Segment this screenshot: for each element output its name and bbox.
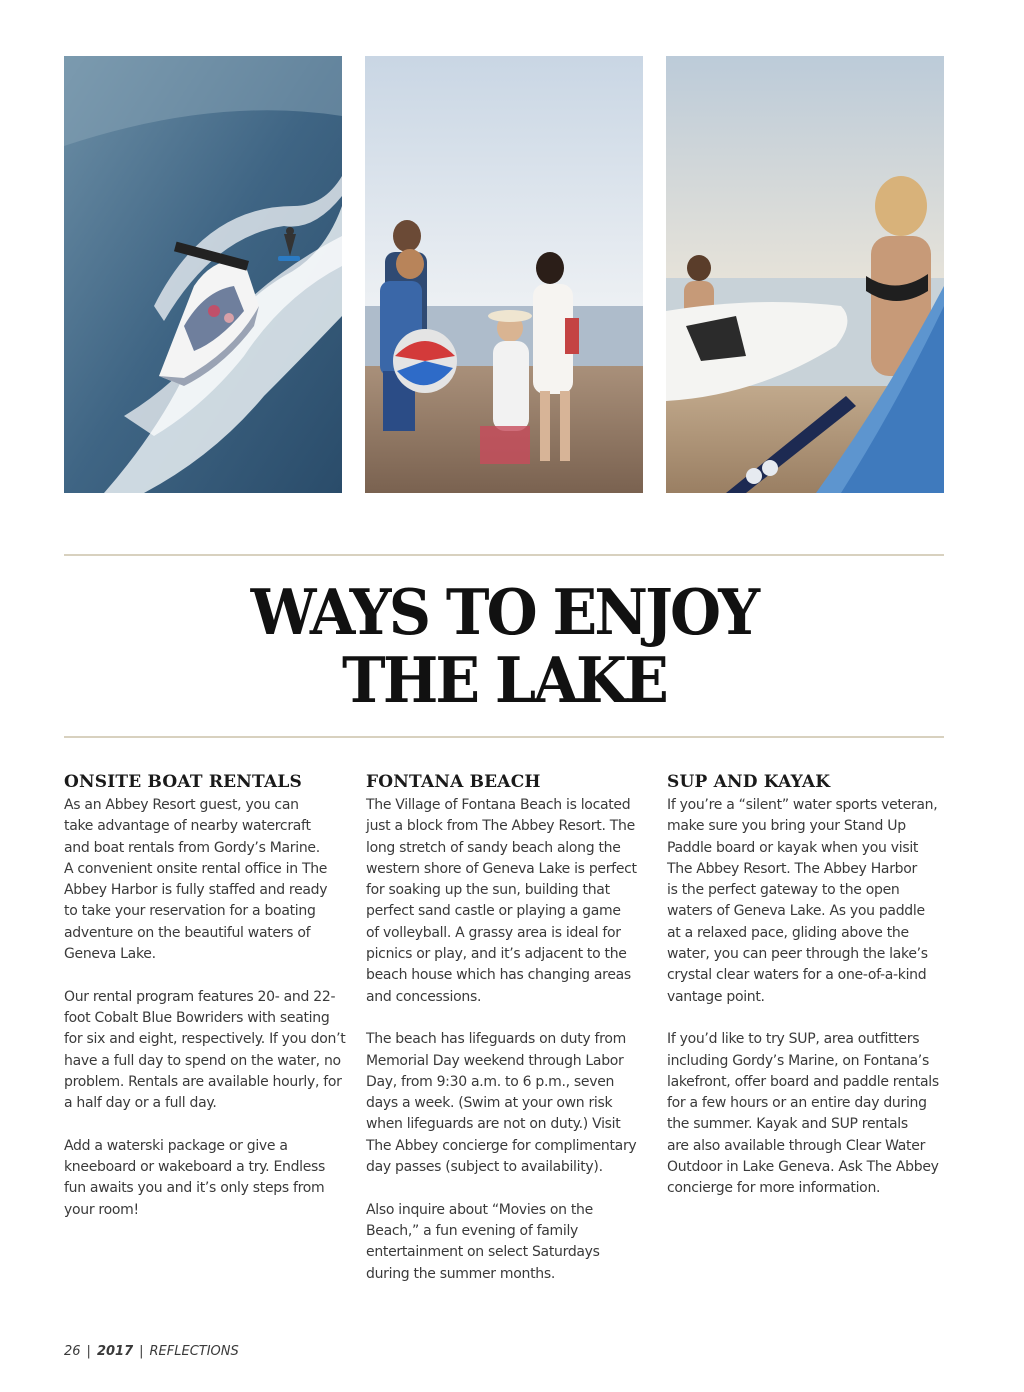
column-fontana-beach xyxy=(366,770,648,1306)
paddleboard-photo xyxy=(666,56,944,493)
paragraph: If you’d like to try SUP, area outfitters including Gordy’s Marine, on Fontana’s lakefront, offer board and paddle rentals for a few hours or an entire day during the summer. Kayak and SUP rentals are also available through Clear Water Outdoor in Lake Geneva. Ask The Abbey concierge for more information. xyxy=(667,1031,939,1197)
divider-top xyxy=(64,554,944,556)
page-headline xyxy=(95,575,913,717)
footer-separator: | xyxy=(139,1344,144,1359)
paragraph: Our rental program features 20- and 22- foot Cobalt Blue Bowriders with seating for six and eight, respectively. If you don’t have a full day to spend on the water, no problem. Rentals are available hourly, for a half day or a full day. xyxy=(64,988,346,1112)
speedboat-wakeboarder-photo-icon xyxy=(64,56,342,493)
footer-separator: | xyxy=(86,1344,91,1359)
section-heading: SUP AND KAYAK xyxy=(667,772,831,792)
section-heading: FONTANA BEACH xyxy=(366,772,541,792)
family-beach-walk-photo-icon xyxy=(365,56,643,493)
speedboat-photo xyxy=(64,56,342,493)
paddleboard-women-photo-icon xyxy=(666,56,944,493)
publication-name: REFLECTIONS xyxy=(149,1344,239,1359)
paragraph: The beach has lifeguards on duty from Memorial Day weekend through Labor Day, from 9:30 a.m. to 6 p.m., seven days a week. (Swim at your own risk when lifeguards are not on duty.) Visit The Abbey concierge for complimentary day passes (subject to availability). xyxy=(366,1031,637,1176)
paragraph: Add a waterski package or give a kneeboard or wakeboard a try. Endless fun awaits you and it’s only steps from your room! xyxy=(64,1137,326,1218)
column-boat-rentals xyxy=(64,770,346,1242)
paragraph: The Village of Fontana Beach is located just a block from The Abbey Resort. The long stretch of sandy beach along the western shore of Geneva Lake is perfect for soaking up the sun, building that perfect sand castle or playing a game of volleyball. A grassy area is ideal for picnics or play, and it’s adjacent to the beach house which has changing areas and concessions. xyxy=(366,797,637,1005)
beach-family-photo xyxy=(365,56,643,493)
paragraph: Also inquire about “Movies on the Beach,” a fun evening of family entertainment on select Saturdays during the summer months. xyxy=(366,1201,600,1282)
column-sup-kayak xyxy=(667,770,949,1221)
paragraph: If you’re a “silent” water sports veteran, make sure you bring your Stand Up Paddle board or kayak when you visit The Abbey Resort. The Abbey Harbor is the perfect gateway to the open waters of Geneva Lake. As you paddle at a relaxed pace, gliding above the water, you can peer through the lake’s crystal clear waters for a one-of-a-kind vantage point. xyxy=(667,797,938,1005)
page-number: 26 xyxy=(64,1344,81,1359)
paragraph: As an Abbey Resort guest, you can take advantage of nearby watercraft and boat rentals from Gordy’s Marine. A convenient onsite rental office in The Abbey Harbor is fully staffed and ready to take your reservation for a boating adventure on the beautiful waters of Geneva Lake. xyxy=(64,797,328,963)
footer-year: 2017 xyxy=(96,1344,134,1359)
headline-line-1: WAYS TO ENJOY xyxy=(250,575,758,649)
headline-line-2: THE LAKE xyxy=(342,643,666,717)
page-footer xyxy=(64,1344,239,1359)
divider-bottom xyxy=(64,736,944,738)
section-heading: ONSITE BOAT RENTALS xyxy=(64,772,302,792)
